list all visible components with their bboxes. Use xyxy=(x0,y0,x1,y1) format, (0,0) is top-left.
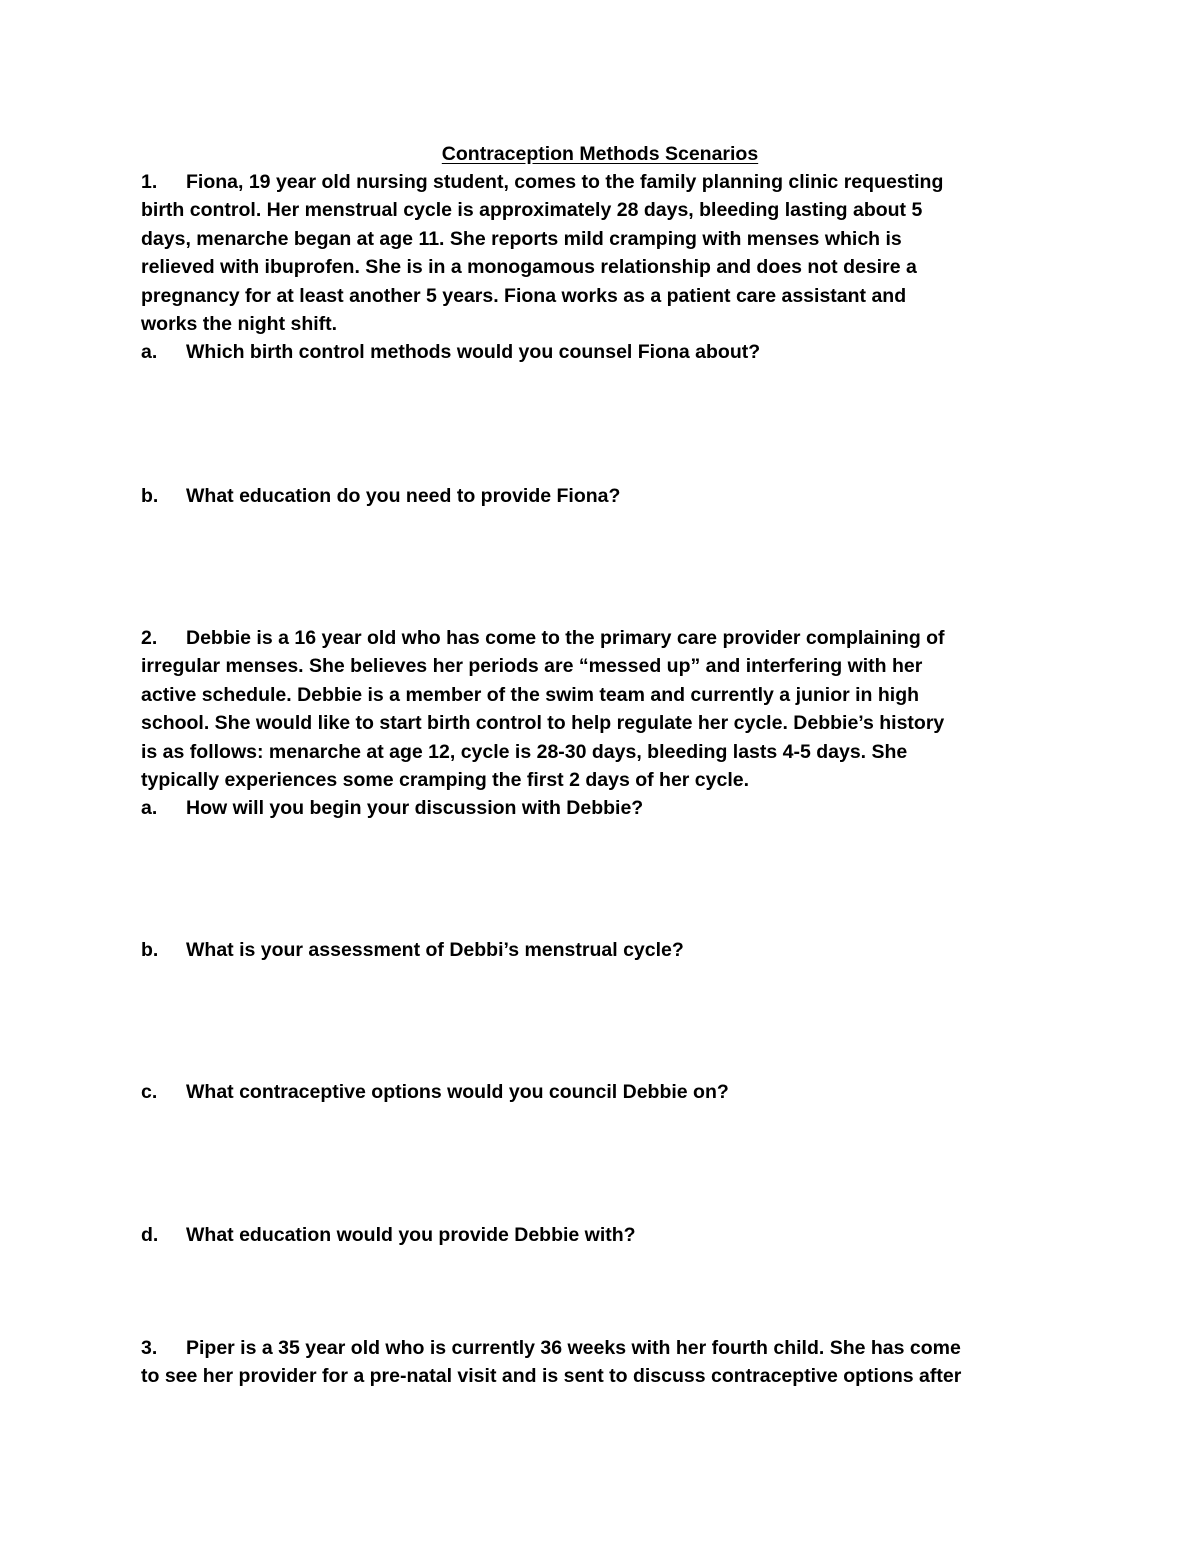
scenario-2-question-b xyxy=(141,936,684,964)
scenario-1-line-3: days, menarche began at age 11. She reports mild cramping with menses which is xyxy=(141,227,902,250)
question-text: What is your assessment of Debbi’s menstrual cycle? xyxy=(186,939,684,961)
scenario-1-text-1: Fiona, 19 year old nursing student, comes to the family planning clinic requesting xyxy=(186,171,944,193)
question-label: a. xyxy=(141,341,158,364)
scenario-3-number: 3. xyxy=(141,1337,158,1359)
question-label: c. xyxy=(141,1081,158,1103)
scenario-2-text-1: Debbie is a 16 year old who has come to the primary care provider complaining of xyxy=(186,627,945,649)
scenario-2-line-3: active schedule. Debbie is a member of the swim team and currently a junior in high xyxy=(141,683,920,706)
scenario-2-line-2: irregular menses. She believes her periods are “messed up” and interfering with her xyxy=(141,655,923,678)
question-label: b. xyxy=(141,939,159,961)
question-text: How will you begin your discussion with Debbie? xyxy=(186,797,644,820)
scenario-2-line-4: school. She would like to start birth control to help regulate her cycle. Debbie’s history xyxy=(141,712,945,735)
question-text: What education would you provide Debbie with? xyxy=(186,1224,636,1246)
scenario-3-line-1 xyxy=(141,1334,1061,1362)
question-text: What contraceptive options would you council Debbie on? xyxy=(186,1081,729,1103)
page-title: Contraception Methods Scenarios xyxy=(441,143,759,165)
scenario-2-line-1 xyxy=(141,624,1061,652)
scenario-3-line-2: to see her provider for a pre-natal visit and is sent to discuss contraceptive options after xyxy=(141,1365,962,1388)
scenario-1-line-4: relieved with ibuprofen. She is in a monogamous relationship and does not desire a xyxy=(141,256,917,279)
question-text: What education do you need to provide Fiona? xyxy=(186,485,621,507)
scenario-2-question-d xyxy=(141,1221,636,1249)
scenario-1-question-b xyxy=(141,482,620,510)
question-label: a. xyxy=(141,797,158,820)
scenario-2-question-a xyxy=(141,794,1061,822)
question-label: b. xyxy=(141,485,159,507)
scenario-2-line-6: typically experiences some cramping the first 2 days of her cycle. xyxy=(141,769,750,792)
scenario-1-line-1 xyxy=(141,168,1061,196)
scenario-1-number: 1. xyxy=(141,171,158,193)
scenario-1-line-5: pregnancy for at least another 5 years. Fiona works as a patient care assistant and xyxy=(141,284,907,307)
scenario-2-line-5: is as follows: menarche at age 12, cycle is 28-30 days, bleeding lasts 4-5 days. She xyxy=(141,740,908,763)
scenario-1-line-6: works the night shift. xyxy=(141,313,338,336)
scenario-3-text-1: Piper is a 35 year old who is currently 36 weeks with her fourth child. She has come xyxy=(186,1337,961,1359)
question-label: d. xyxy=(141,1224,159,1246)
scenario-3 xyxy=(141,1334,1061,1391)
scenario-2-number: 2. xyxy=(141,627,158,649)
scenario-2 xyxy=(141,624,1061,823)
scenario-1 xyxy=(141,168,1061,367)
scenario-1-line-2: birth control. Her menstrual cycle is approximately 28 days, bleeding lasting about 5 xyxy=(141,199,923,222)
scenario-1-question-a xyxy=(141,338,1061,366)
question-text: Which birth control methods would you counsel Fiona about? xyxy=(186,341,761,364)
scenario-2-question-c xyxy=(141,1078,729,1106)
